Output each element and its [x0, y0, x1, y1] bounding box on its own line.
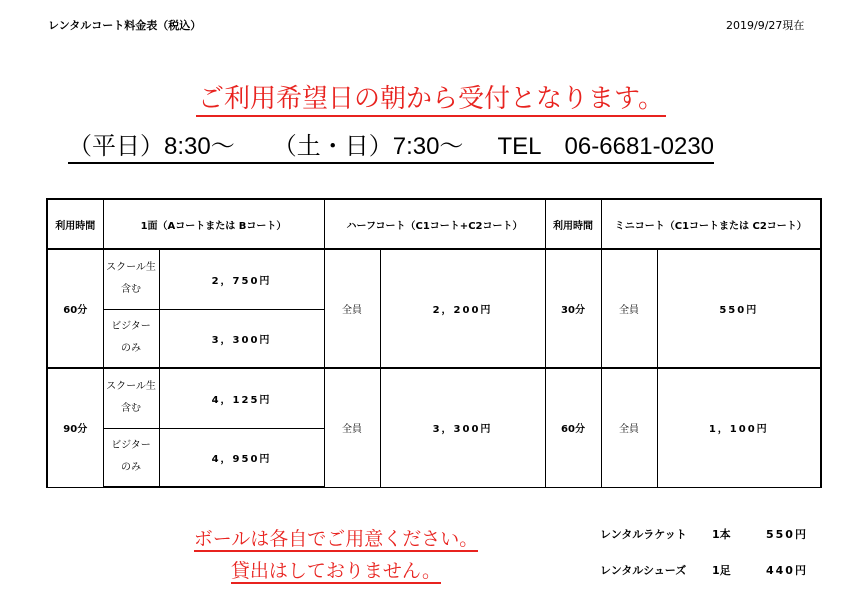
racket-label: レンタルラケット [600, 528, 687, 541]
duration-cell: 60分 [47, 249, 103, 368]
table-header-row [47, 199, 821, 249]
weekend-hours: （土・日）7:30～ [272, 133, 464, 160]
half-price: 3，300円 [380, 368, 545, 487]
visitor-price: 4，950円 [159, 428, 324, 487]
racket-unit: 1本 [712, 528, 731, 541]
half-label: 全員 [324, 368, 380, 487]
duration-cell: 90分 [47, 368, 103, 487]
ball-notice-line-2 [0, 556, 672, 583]
shoes-unit: 1足 [712, 564, 731, 577]
mini-label: 全員 [601, 368, 657, 487]
mini-duration: 30分 [545, 249, 601, 368]
header-time-2: 利用時間 [545, 199, 601, 249]
mini-label: 全員 [601, 249, 657, 368]
half-label: 全員 [324, 249, 380, 368]
reception-hours [68, 126, 714, 164]
reception-notice-text: ご利用希望日の朝から受付となります。 [196, 84, 666, 117]
mini-price: 1，100円 [657, 368, 821, 487]
header-time: 利用時間 [47, 199, 103, 249]
school-label: スクール生 含む [103, 368, 159, 428]
half-price: 2，200円 [380, 249, 545, 368]
ball-notice-text-1: ボールは各自でご用意ください。 [193, 528, 479, 550]
reception-notice [0, 78, 862, 115]
school-price: 2，750円 [159, 249, 324, 309]
visitor-label: ビジター のみ [103, 428, 159, 487]
racket-price: 550円 [766, 528, 808, 541]
table-row [47, 368, 821, 428]
header-mini-court: ミニコート（C1コートまたは C2コート） [601, 199, 821, 249]
shoes-price: 440円 [766, 564, 808, 577]
weekday-hours: （平日）8:30～ [68, 133, 235, 160]
phone-number: TEL 06-6681-0230 [497, 133, 715, 160]
document-title: レンタルコート料金表（税込） [48, 19, 202, 32]
ball-notice-text-2: 貸出はしておりません。 [230, 560, 442, 582]
ball-notice-line-1 [0, 524, 672, 551]
table-row [47, 249, 821, 309]
school-price: 4，125円 [159, 368, 324, 428]
visitor-price: 3，300円 [159, 309, 324, 368]
rate-table [46, 198, 822, 488]
mini-price: 550円 [657, 249, 821, 368]
header-half-court: ハーフコート（C1コート+C2コート） [324, 199, 545, 249]
school-label: スクール生 含む [103, 249, 159, 309]
visitor-label: ビジター のみ [103, 309, 159, 368]
as-of-date: 2019/9/27現在 [726, 19, 805, 32]
shoes-label: レンタルシューズ [600, 564, 687, 577]
header-one-court: 1面（Aコートまたは Bコート） [103, 199, 324, 249]
mini-duration: 60分 [545, 368, 601, 487]
